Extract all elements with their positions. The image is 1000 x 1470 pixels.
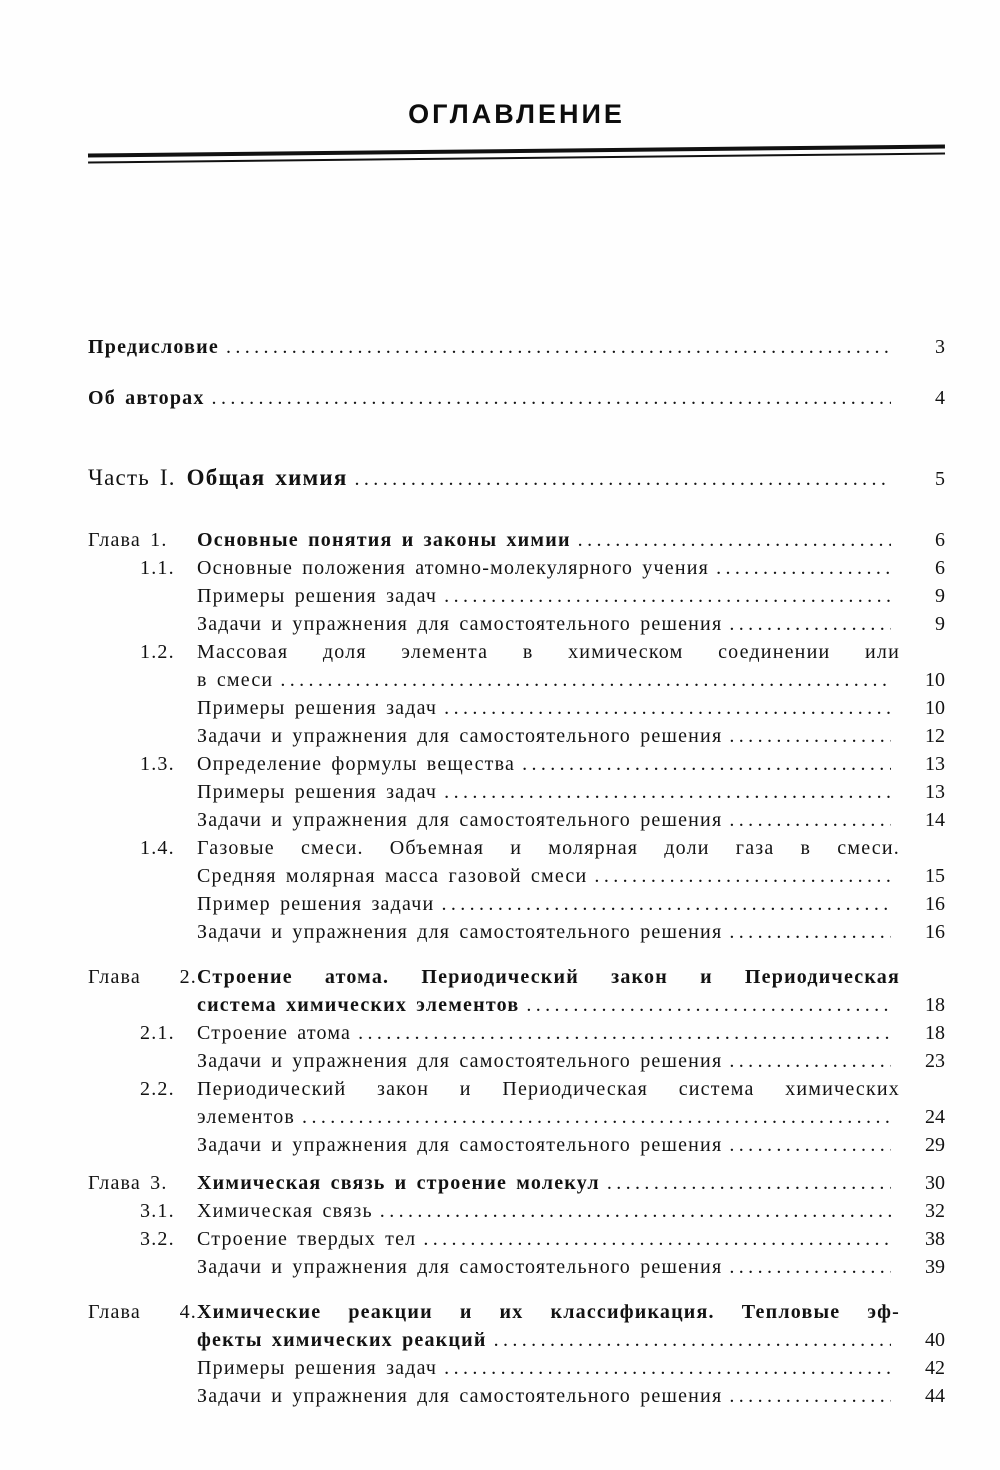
dot-leader	[729, 806, 891, 834]
toc-entry-title: Задачи и упражнения для самостоятельного решения	[197, 725, 723, 747]
toc-entry-title: Задачи и упражнения для самостоятельного решения	[197, 921, 723, 943]
toc-row	[88, 1047, 945, 1075]
toc-entry-number: Глава 1.	[88, 529, 168, 551]
toc-entry-page: 16	[925, 893, 945, 915]
toc-entry-title: Химическая связь и строение молекул	[197, 1172, 600, 1194]
dot-leader	[729, 610, 891, 638]
toc-entry-title: Массовая доля элемента в химическом соединении или	[197, 641, 900, 663]
toc-row	[88, 778, 945, 806]
toc-row	[88, 638, 945, 666]
toc-entry-title: Пример решения задачи	[197, 893, 435, 915]
toc-entry-number: 2.1.	[140, 1022, 175, 1044]
toc-row	[88, 554, 945, 582]
toc-entry-number: Часть I.	[88, 465, 176, 490]
toc-entry-title: элементов	[197, 1106, 296, 1128]
toc-entry-number: 1.2.	[140, 641, 175, 663]
toc-row	[88, 862, 945, 890]
toc-entry-page: 30	[925, 1172, 945, 1194]
toc-row	[88, 1298, 945, 1326]
dot-leader	[522, 750, 891, 778]
toc-entry-page: 10	[925, 697, 945, 719]
toc-entry-title: Строение твердых тел	[197, 1228, 417, 1250]
toc-entry-page: 15	[925, 865, 945, 887]
toc-entry-page: 14	[925, 809, 945, 831]
dot-leader	[444, 694, 891, 722]
toc-entry-title: Средняя молярная масса газовой смеси	[197, 865, 588, 887]
toc-row	[88, 1253, 945, 1281]
toc-row	[88, 806, 945, 834]
toc-entry-number: 3.2.	[140, 1228, 175, 1250]
dot-leader	[444, 582, 891, 610]
toc-entry-page: 39	[925, 1256, 945, 1278]
toc-entry-title: Примеры решения задач	[197, 1357, 438, 1379]
toc-entry-title: Задачи и упражнения для самостоятельного решения	[197, 1385, 723, 1407]
toc-row	[88, 526, 945, 554]
toc-entry-page: 18	[925, 994, 945, 1016]
toc-row	[88, 991, 945, 1019]
toc-entry-title: Задачи и упражнения для самостоятельного решения	[197, 1050, 723, 1072]
toc-entry-title: Задачи и упражнения для самостоятельного решения	[197, 809, 723, 831]
dot-leader	[302, 1103, 891, 1131]
toc-entry-number: 3.1.	[140, 1200, 175, 1222]
toc-entry-title: Определение формулы вещества	[197, 753, 516, 775]
toc-entry-title: Периодический закон и Периодическая система химических	[197, 1078, 900, 1100]
toc-row	[88, 1019, 945, 1047]
toc-entry-title: Задачи и упражнения для самостоятельного решения	[197, 613, 723, 635]
dot-leader	[212, 384, 891, 412]
toc-entry-number: Глава 2.	[88, 966, 197, 988]
toc-entry-number: 1.4.	[140, 837, 175, 859]
toc-entry-title: Примеры решения задач	[197, 697, 438, 719]
dot-leader	[358, 1019, 891, 1047]
toc-row	[88, 694, 945, 722]
toc-entry-page: 18	[925, 1022, 945, 1044]
toc-row	[88, 918, 945, 946]
toc-entry-page: 10	[925, 669, 945, 691]
toc-row	[88, 750, 945, 778]
toc-entry-page: 13	[925, 753, 945, 775]
toc-row	[88, 666, 945, 694]
dot-leader	[494, 1326, 891, 1354]
toc-row	[88, 963, 945, 991]
toc-entry-page: 38	[925, 1228, 945, 1250]
toc-row	[88, 1197, 945, 1225]
toc-entry-number: Глава 4.	[88, 1301, 197, 1323]
dot-leader	[423, 1225, 891, 1253]
dot-leader	[444, 1354, 891, 1382]
page-title: ОГЛАВЛЕНИЕ	[408, 99, 625, 129]
toc-entry-title: Строение атома	[197, 1022, 352, 1044]
toc-list	[88, 333, 945, 1410]
toc-entry-title: Задачи и упражнения для самостоятельного решения	[197, 1256, 723, 1278]
dot-leader	[380, 1197, 891, 1225]
dot-leader	[578, 526, 891, 554]
dot-leader	[355, 463, 892, 495]
dot-leader	[729, 1382, 891, 1410]
dot-leader	[729, 1253, 891, 1281]
toc-entry-title: Строение атома. Периодический закон и Периодическая	[197, 966, 900, 988]
toc-row	[88, 1382, 945, 1410]
toc-entry-title: Общая химия	[186, 465, 348, 490]
toc-entry-title: Предисловие	[88, 336, 219, 358]
toc-row	[88, 1075, 945, 1103]
toc-entry-title: Примеры решения задач	[197, 781, 438, 803]
toc-row	[88, 1103, 945, 1131]
toc-row	[88, 582, 945, 610]
toc-entry-page: 6	[935, 557, 945, 579]
toc-entry-number: 1.3.	[140, 753, 175, 775]
dot-leader	[444, 778, 891, 806]
dot-leader	[729, 918, 891, 946]
toc-entry-number: 2.2.	[140, 1078, 175, 1100]
toc-entry-title: Химические реакции и их классификация. Тепловые эф-	[197, 1301, 900, 1323]
toc-entry-page: 12	[925, 725, 945, 747]
toc-row	[88, 1225, 945, 1253]
toc-entry-page: 3	[935, 336, 945, 358]
dot-leader	[594, 862, 891, 890]
dot-leader	[226, 333, 891, 361]
dot-leader	[526, 991, 891, 1019]
toc-row	[88, 333, 945, 361]
toc-row	[88, 722, 945, 750]
toc-row	[88, 1354, 945, 1382]
toc-entry-title: фекты химических реакций	[197, 1329, 487, 1351]
toc-entry-title: Основные понятия и законы химии	[197, 529, 571, 551]
toc-row	[88, 384, 945, 412]
toc-entry-page: 32	[925, 1200, 945, 1222]
toc-entry-number: 1.1.	[140, 557, 175, 579]
toc-row	[88, 1169, 945, 1197]
title-divider	[88, 145, 945, 164]
toc-row	[88, 890, 945, 918]
dot-leader	[729, 1131, 891, 1159]
toc-row	[88, 462, 945, 495]
toc-entry-page: 42	[925, 1357, 945, 1379]
toc-entry-title: в смеси	[197, 669, 274, 691]
toc-row	[88, 1131, 945, 1159]
dot-leader	[280, 666, 891, 694]
toc-entry-page: 16	[925, 921, 945, 943]
toc-entry-title: Основные положения атомно-молекулярного учения	[197, 557, 710, 579]
toc-row	[88, 610, 945, 638]
toc-entry-page: 6	[935, 529, 945, 551]
toc-entry-number: Глава 3.	[88, 1172, 168, 1194]
toc-entry-title: Примеры решения задач	[197, 585, 438, 607]
toc-entry-page: 29	[925, 1134, 945, 1156]
dot-leader	[729, 1047, 891, 1075]
toc-row	[88, 1326, 945, 1354]
toc-entry-page: 9	[935, 613, 945, 635]
toc-entry-page: 44	[925, 1385, 945, 1407]
dot-leader	[607, 1169, 891, 1197]
toc-entry-title: система химических элементов	[197, 994, 520, 1016]
toc-entry-title: Газовые смеси. Объемная и молярная доли газа в смеси.	[197, 837, 900, 859]
toc-entry-page: 5	[935, 468, 945, 490]
toc-entry-title: Химическая связь	[197, 1200, 373, 1222]
toc-entry-title: Задачи и упражнения для самостоятельного решения	[197, 1134, 723, 1156]
toc-entry-title: Об авторах	[88, 387, 205, 409]
toc-entry-page: 4	[935, 387, 945, 409]
toc-entry-page: 13	[925, 781, 945, 803]
toc-entry-page: 9	[935, 585, 945, 607]
dot-leader	[716, 554, 891, 582]
toc-entry-page: 24	[925, 1106, 945, 1128]
dot-leader	[441, 890, 891, 918]
toc-entry-page: 23	[925, 1050, 945, 1072]
dot-leader	[729, 722, 891, 750]
toc-entry-page: 40	[925, 1329, 945, 1351]
toc-row	[88, 834, 945, 862]
